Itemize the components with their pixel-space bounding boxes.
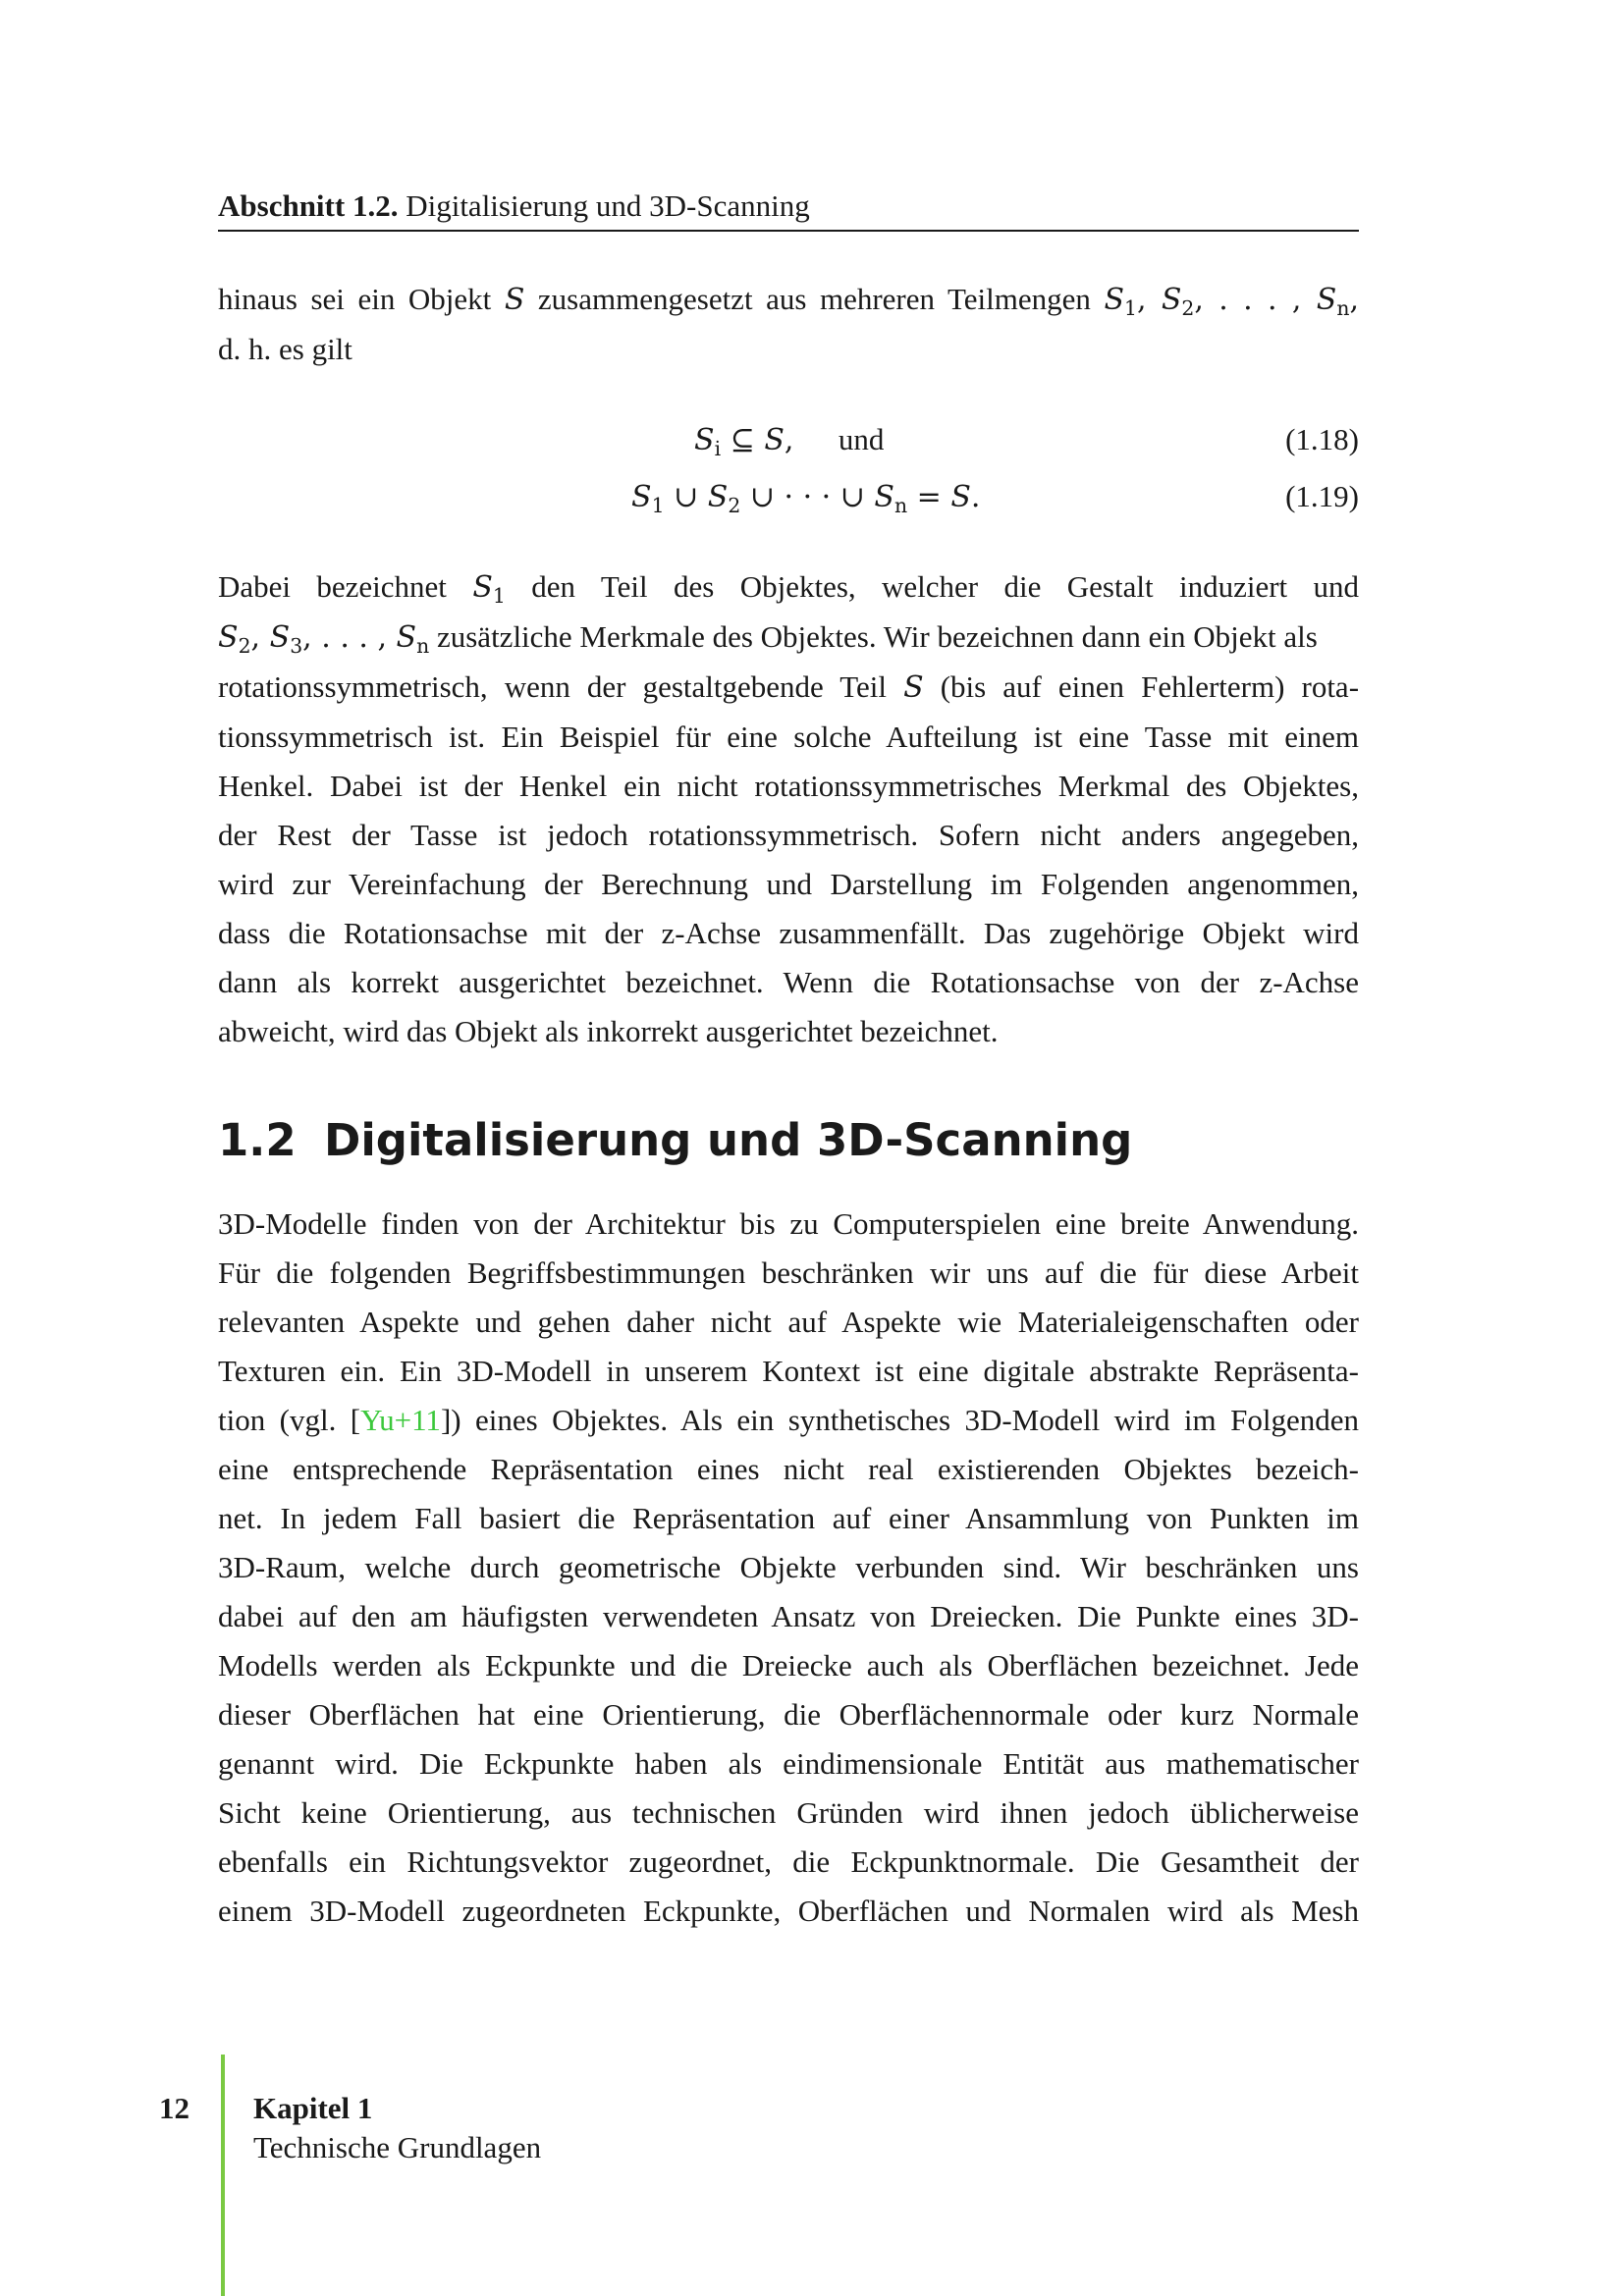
text-line: dieser Oberflächen hat eine Orientierung, die Oberflächennormale oder kurz Normale xyxy=(218,1697,1359,1732)
text-line: der Rest der Tasse ist jedoch rotationssymmetrisch. Sofern nicht anders angegeben, xyxy=(218,818,1359,852)
header-section-label: Abschnitt 1.2. xyxy=(218,188,399,223)
text-line: $S_2$, $S_3$, . . . , $S_n$ zusätzliche Merkmale des Objektes. Wir bezeichnen dann ein Objekt als xyxy=(218,619,1318,659)
text-line: rotationssymmetrisch, wenn der gestaltgebende Teil S (bis auf einen Fehlerterm) rota- xyxy=(218,669,1360,705)
equation-conjunction: und xyxy=(838,422,885,456)
equation-body: $S_1$ ∪ $S_2$ ∪ · · · ∪ $S_n = S$. xyxy=(631,480,981,518)
text-line: ebenfalls ein Richtungsvektor zugeordnet, die Eckpunktnormale. Die Gesamtheit der xyxy=(218,1844,1359,1879)
text-line: relevanten Aspekte und gehen daher nicht auf Aspekte wie Materialeigenschaften oder xyxy=(218,1305,1359,1339)
equation-1-18 xyxy=(218,415,1359,464)
section-title: Digitalisierung und 3D-Scanning xyxy=(324,1114,1133,1166)
text-line: d. h. es gilt xyxy=(218,332,352,366)
text-line: 3D-Raum, welche durch geometrische Objekte verbunden sind. Wir beschränken uns xyxy=(218,1550,1359,1584)
text-line: eine entsprechende Repräsentation eines nicht real existierenden Objektes bezeich- xyxy=(218,1452,1359,1486)
text-line: abweicht, wird das Objekt als inkorrekt ausgerichtet bezeichnet. xyxy=(218,1014,999,1048)
chapter-title: Technische Grundlagen xyxy=(253,2130,542,2164)
equation-number: (1.18) xyxy=(1285,422,1359,456)
text-line: net. In jedem Fall basiert die Repräsentation auf einer Ansammlung von Punkten im xyxy=(218,1501,1359,1535)
chapter-label: Kapitel 1 xyxy=(253,2091,373,2125)
text-line: Modells werden als Eckpunkte und die Dreiecke auch als Oberflächen bezeichnet. Jede xyxy=(218,1648,1359,1682)
equation-number: (1.19) xyxy=(1285,479,1359,513)
text-line: Dabei bezeichnet $S_1$ den Teil des Objektes, welcher die Gestalt induziert und xyxy=(218,569,1360,609)
page-number: 12 xyxy=(159,2091,189,2125)
text-line: wird zur Vereinfachung der Berechnung und Darstellung im Folgenden angenommen, xyxy=(218,867,1359,901)
text-line: Texturen ein. Ein 3D-Modell in unserem Kontext ist eine digitale abstrakte Repräsenta- xyxy=(218,1354,1359,1388)
paragraph-definition xyxy=(218,562,1359,1056)
text-line: hinaus sei ein Objekt S zusammengesetzt aus mehreren Teilmengen $S_1$, $S_2$, . . . , $S_n$, xyxy=(218,282,1359,321)
paragraph-3d-models xyxy=(218,1200,1359,1936)
text-line: 3D-Modelle finden von der Architektur bis zu Computerspielen eine breite Anwendung. xyxy=(218,1206,1359,1241)
equation-body: $S_i$ ⊆ S, und xyxy=(694,422,885,461)
text-line: genannt wird. Die Eckpunkte haben als eindimensionale Entität aus mathematischer xyxy=(218,1746,1359,1781)
text-line: tionssymmetrisch ist. Ein Beispiel für eine solche Aufteilung ist eine Tasse mit einem xyxy=(218,720,1359,754)
text-line: dabei auf den am häufigsten verwendeten Ansatz von Dreiecken. Die Punkte eines 3D- xyxy=(218,1599,1359,1633)
text-line: dann als korrekt ausgerichtet bezeichnet. Wenn die Rotationsachse von der z-Achse xyxy=(218,965,1359,999)
header-section-title: Digitalisierung und 3D-Scanning xyxy=(406,188,810,223)
equation-1-19 xyxy=(218,472,1359,521)
text-line: Für die folgenden Begriffsbestimmungen beschränken wir uns auf die für diese Arbeit xyxy=(218,1255,1359,1290)
running-header xyxy=(218,187,1359,232)
paragraph-intro xyxy=(218,275,1359,374)
text-line: Henkel. Dabei ist der Henkel ein nicht rotationssymmetrisches Merkmal des Objektes, xyxy=(218,769,1359,803)
text-line: Sicht keine Orientierung, aus technischen Gründen wird ihnen jedoch üblicherweise xyxy=(218,1795,1359,1830)
text-line: einem 3D-Modell zugeordneten Eckpunkte, Oberflächen und Normalen wird als Mesh xyxy=(218,1894,1359,1928)
footer-chapter xyxy=(253,2089,541,2167)
text-line: dass die Rotationsachse mit der z-Achse zusammenfällt. Das zugehörige Objekt wird xyxy=(218,916,1359,950)
footer-accent-bar xyxy=(221,2055,225,2296)
section-heading xyxy=(218,1111,1132,1170)
section-number: 1.2 xyxy=(218,1114,297,1166)
citation-link[interactable]: Yu+11 xyxy=(360,1403,441,1437)
text-line: tion (vgl. [Yu+11]) eines Objektes. Als ein synthetisches 3D-Modell wird im Folgenden xyxy=(218,1403,1359,1437)
